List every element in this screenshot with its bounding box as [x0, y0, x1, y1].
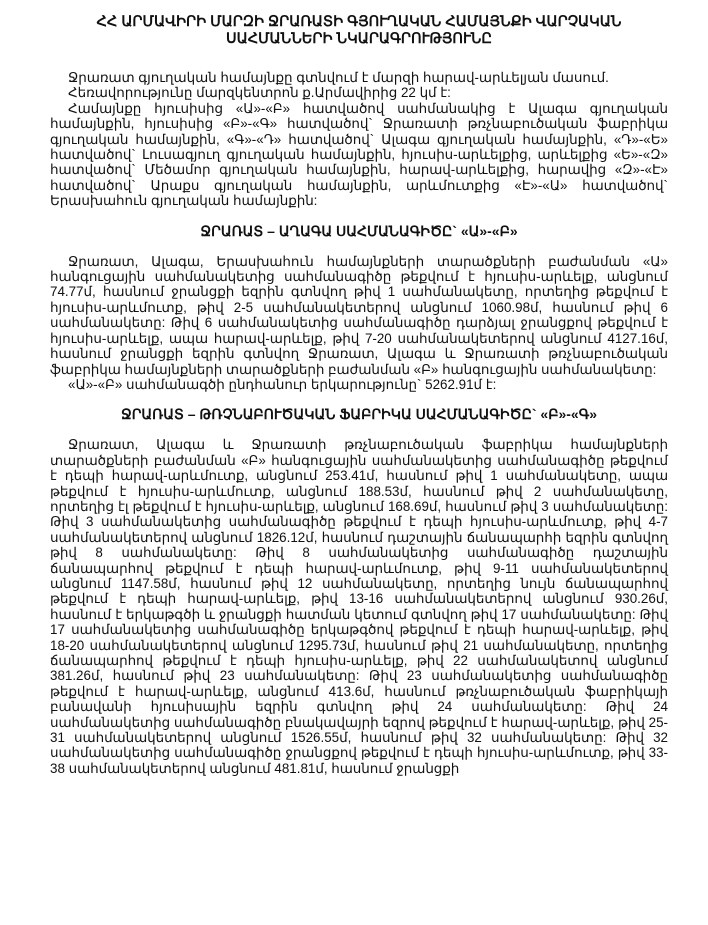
intro-distance-paragraph: Հեռավորությունը մարզկենտրոն ք.Արմավիրից 22 կմ է:: [68, 85, 451, 101]
intro-neighbors-paragraph: Համայնքը հյուսիսից «Ա»-«Բ» հատվածով սահմանակից է Ալագա գյուղական համայնքին, հյուսիսից «Բ»-«Գ» հատվածով` Ջրառատի թռչնաբուծական ֆաբրիկա գյուղական համայնքին, «Գ»-«Դ» հատվածով` Ալագա գյուղական համայնքին, «Դ»-«Ե» հատվածով` Լուսագյուղ գյուղական համայնքին, հյուսիս-արևելքից, արևելքից «Ե»-«Զ» հատվածով` Մեծամոր գյուղական համայնքին, հարավ-արևելքից, հարավից «Զ»-«Է» հատվածով` Արաքս գյուղական համայնքին, արևմուտքից «Է»-«Ա» հատվածով` Երասխահուն գյուղական համայնքին:: [50, 100, 668, 209]
section-2-heading: ՋՐԱՌԱՏ – ԹՌՉՆԱԲՈՒԾԱԿԱՆ ՖԱԲՐԻԿԱ ՍԱՀՄԱՆԱԳԻԾԸ` «Բ»-«Գ»: [120, 406, 598, 423]
section-1-total-length: «Ա»-«Բ» սահմանագծի ընդհանուր երկարությունը` 5262.91մ է:: [68, 376, 497, 392]
document-title-line-2: ՍԱՀՄԱՆՆԵՐԻ ՆԿԱՐԱԳՐՈՒԹՅՈՒՆԸ: [225, 31, 492, 47]
section-1-heading: ՋՐԱՌԱՏ – ԱՂԱԳԱ ՍԱՀՄԱՆԱԳԻԾԸ` «Ա»-«Բ»: [200, 222, 518, 239]
section-2-paragraph: Ջրառատ, Ալագա և Ջրառատի թռչնաբուծական ֆաբրիկա համայնքների տարածքների բաժանման «Բ» հանգուցային սահմանակետից սահմանագիծը թեքվում է դեպի հարավ-արևմուտք, անցնում 253.41մ, հասնում թիվ 1 սահմանակետը, ապա թեքվում է հյուսիս-արևմուտք, անցնում 188.53մ, հասնում թիվ 2 սահմանակետը, որտեղից էլ թեքվում է հյուսիս-արևելք, անցնում 168.69մ, հասնում թիվ 3 սահմանակետը: Թիվ 3 սահմանակետից սահմանագիծը թեքվում է դեպի հյուսիս-արևմուտք, թիվ 4-7 սահմանակետերով անցնում 1826.12մ, հասնում դաշտային ճանապարհի եզրին գտնվող թիվ 8 սահմանակետը: Թիվ 8 սահմանակետից սահմանագիծը դաշտային ճանապարհով թեքվում է դեպի հարավ-արևմուտք, թիվ 9-11 սահմանակետերով անցնում 1147.58մ, հասնում թիվ 12 սահմանակետը, որտեղից նույն ճանապարհով թեքվում է դեպի հարավ-արևելք, թիվ 13-16 սահմանակետերով անցնում 930.26մ, հասնում է երկաթգծի և ջրանցքի հատման կետում գտնվող թիվ 17 սահմանակետը: Թիվ 17 սահմանակետից սահմանագիծը երկաթգծով թեքվում է դեպի հարավ-արևելք, թիվ 18-20 սահմանակետերով անցնում 1295.73մ, հասնում թիվ 21 սահմանակետը, որտեղից ճանապարհով թեքվում է դեպի հյուսիս-արևելք, թիվ 22 սահմանակետով անցնում 381.26մ, հասնում թիվ 23 սահմանակետը: Թիվ 23 սահմանակետից սահմանագիծը թեքվում է հարավ-արևելք, անցնում 413.6մ, հասնում թռչնաբուծական ֆաբրիկայի բանավանի հյուսիսային եզրին գտնվող թիվ 24 սահմանակետը: Թիվ 24 սահմանակետից սահմանագիծը բնակավայրի եզրով թեքվում է հարավ-արևելք, թիվ 25-31 սահմանակետերով անցնում 1526.55մ, հասնում թիվ 32 սահմանակետը: Թիվ 32 սահմանակետից սահմանագիծը ջրանցքով թեքվում է դեպի հյուսիս-արևմուտք, թիվ 33-38 սահմանակետերով անցնում 481.81մ, հասնում ջրանցքի: [50, 437, 668, 776]
intro-location-paragraph: Ջրառատ գյուղական համայնքը գտնվում է մարզի հարավ-արևելյան մասում.: [68, 70, 609, 85]
section-1-paragraph: Ջրառատ, Ալագա, Երասխահուն համայնքների տարածքների բաժանման «Ա» հանգուցային սահմանակետից սահմանագիծը թեքվում է հյուսիս-արևելք, անցնում 74.77մ, հասնում ջրանցքի եզրին գտնվող թիվ 1 սահմանակետը, որտեղից թեքվում է հյուսիս-արևմուտք, թիվ 2-5 սահմանակետերով անցնում 1060.98մ, հասնում թիվ 6 սահմանակետը: Թիվ 6 սահմանակետից սահմանագիծը դարձյալ ջրանցքով թեքվում է հյուսիս-արևելք, ապա հարավ-արևելք, թիվ 7-20 սահմանակետերով անցնում 4127.16մ, հասնում ջրանցքի եզրին գտնվող Ջրառատ, Ալագա և Ջրառատի թռչնաբուծական ֆաբրիկա համայնքների տարածքների բաժանման «Բ» հանգուցային սահմանակետը:: [50, 253, 668, 377]
document-title: [50, 14, 668, 48]
document-title-line-1: ՀՀ ԱՐՄԱՎԻՐԻ ՄԱՐԶԻ ՋՐԱՌԱՏԻ ԳՅՈՒՂԱԿԱՆ ՀԱՄԱՅՆՔԻ ՎԱՐՉԱԿԱՆ: [96, 14, 622, 30]
